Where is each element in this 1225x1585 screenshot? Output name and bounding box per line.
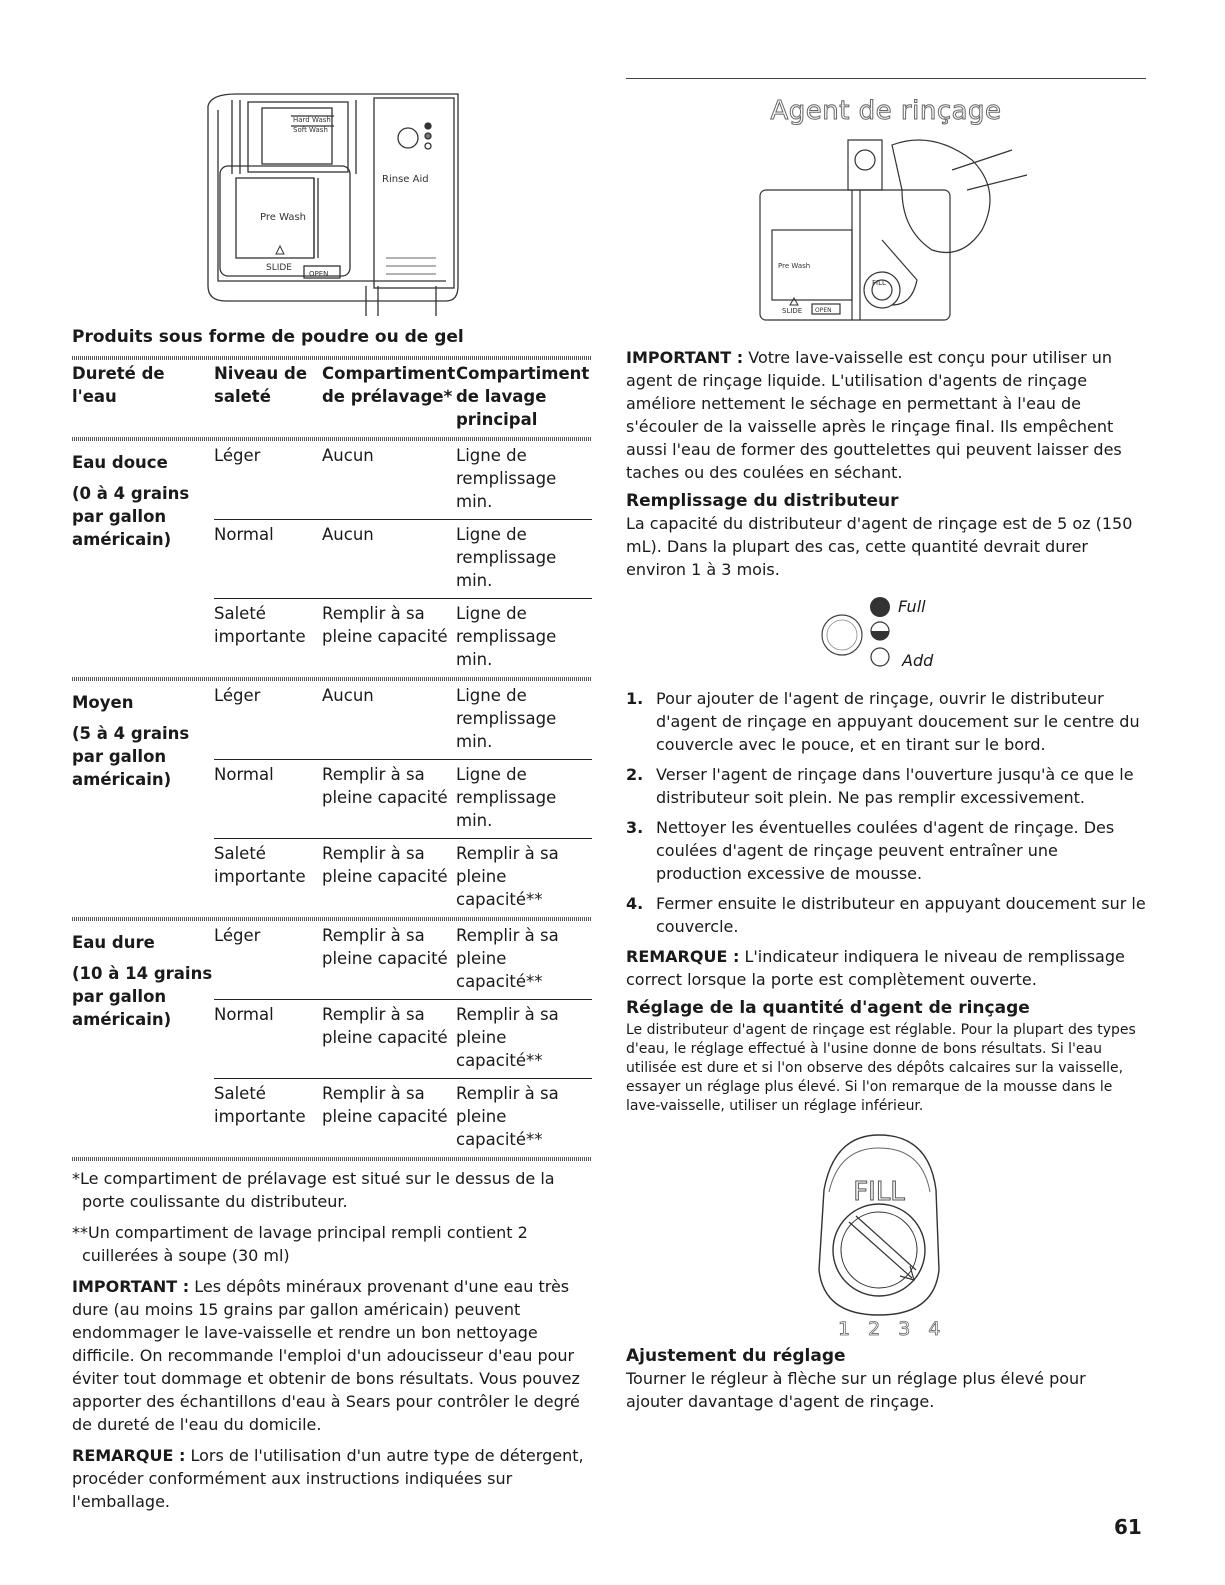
important-label: IMPORTANT : — [626, 348, 744, 367]
pre-wash-label: Pre Wash — [778, 262, 811, 270]
cell-level: Léger — [214, 441, 322, 520]
important-text: Les dépôts minéraux provenant d'une eau très dure (au moins 15 grains par gallon américain) peuvent endommager le lave-vaisselle et rendre un bon nettoyage difficile. On recommande l'emploi d'un adoucisseur d'eau pour éviter tout dommage et obtenir de bons résultats. Vous pouvez apporter des échantillons d'eau à Sears pour contrôler le degré de dureté de l'eau du domicile. — [72, 1277, 580, 1434]
cell-main: Remplir à sa pleine capacité** — [456, 844, 559, 909]
slide-label: SLIDE — [782, 307, 803, 315]
step-number: 2. — [626, 765, 644, 784]
important-paragraph — [626, 346, 1146, 484]
open-label: OPEN — [309, 270, 329, 278]
list-item — [626, 687, 1146, 756]
cell-pre: Remplir à sa pleine capacité — [322, 760, 456, 839]
dial-number: 2 — [868, 1318, 899, 1340]
indicator-add-label: Add — [902, 651, 934, 670]
table-header-row — [72, 360, 592, 437]
cell-level: Normal — [214, 520, 322, 599]
cell-level: Léger — [214, 681, 322, 760]
table-group-medium — [72, 681, 592, 917]
dispenser-illustration — [196, 86, 466, 320]
cell-main: Remplir à sa pleine capacité** — [456, 1084, 559, 1149]
dial-graphic — [804, 1130, 954, 1330]
cell-pre: Remplir à sa pleine capacité — [322, 844, 448, 886]
important-label: IMPORTANT : — [72, 1277, 190, 1296]
step-number: 3. — [626, 818, 644, 837]
group-range: (10 à 14 grains par gallon américain) — [72, 964, 213, 1029]
footnote-mainwash: **Un compartiment de lavage principal rempli contient 2 cuillerées à soupe (30 ml) — [72, 1223, 528, 1265]
rinse-aid-fill-illustration — [752, 130, 1042, 334]
group-range: (0 à 4 grains par gallon américain) — [72, 484, 190, 549]
cell-main: Remplir à sa pleine capacité** — [456, 921, 592, 1000]
dial-number: 4 — [928, 1318, 959, 1340]
important-text: Votre lave-vaisselle est conçu pour utiliser un agent de rinçage liquide. L'utilisation d'agents de rinçage améliore nettement le séchage en permettant à l'eau de s'écouler de la vaisselle après le rinçage final. Ils empêchent aussi l'eau de former des gouttelettes qui peuvent laisser des taches ou des coulées en séchant. — [626, 348, 1122, 482]
cell-pre: Remplir à sa pleine capacité — [322, 921, 456, 1000]
cell-main: Ligne de remplissage min. — [456, 441, 592, 520]
remarque-label: REMARQUE : — [72, 1446, 186, 1465]
top-rule — [626, 78, 1146, 79]
fill-indicator — [626, 591, 1146, 683]
dial-number: 3 — [898, 1318, 929, 1340]
fill-label: FILL — [872, 279, 886, 287]
cell-level: Saleté importante — [214, 1084, 306, 1126]
ajust-text: Tourner le régleur à flèche sur un réglage plus élevé pour ajouter davantage d'agent de rinçage. — [626, 1369, 1086, 1411]
step-text: Nettoyer les éventuelles coulées d'agent de rinçage. Des coulées d'agent de rinçage peuvent entraîner une production excessive de mousse. — [656, 818, 1115, 883]
header-hardness: Dureté de l'eau — [72, 364, 165, 406]
indicator-graphic — [820, 595, 890, 669]
cell-pre: Aucun — [322, 441, 456, 520]
pre-wash-label: Pre Wash — [260, 212, 307, 223]
list-item — [626, 763, 1146, 809]
group-name: Eau douce — [72, 453, 168, 472]
cell-pre: Aucun — [322, 520, 456, 599]
open-label: OPEN — [815, 307, 832, 314]
cell-pre: Aucun — [322, 681, 456, 760]
cell-main: Ligne de remplissage min. — [456, 760, 592, 839]
table-row — [72, 681, 592, 760]
cell-main: Ligne de remplissage min. — [456, 681, 592, 760]
section-title: Agent de rinçage — [770, 96, 1002, 126]
fill-heading: Remplissage du distributeur — [626, 491, 899, 511]
hard-wash-label: Hard Wash — [293, 116, 331, 124]
remarque-label: REMARQUE : — [626, 947, 740, 966]
cell-main: Ligne de remplissage min. — [456, 604, 557, 669]
soft-wash-label: Soft Wash — [293, 126, 328, 134]
table-row — [72, 921, 592, 1000]
remarque-paragraph — [72, 1444, 592, 1513]
indicator-full-label: Full — [898, 597, 926, 616]
group-name: Eau dure — [72, 933, 155, 952]
cell-level: Normal — [214, 1000, 322, 1079]
ajust-heading: Ajustement du réglage — [626, 1346, 846, 1366]
step-number: 1. — [626, 689, 644, 708]
table-group-hard — [72, 921, 592, 1157]
remarque-text: Lors de l'utilisation d'un autre type de détergent, procéder conformément aux instructions indiquées sur l'emballage. — [72, 1446, 584, 1511]
cell-level: Saleté importante — [214, 844, 306, 886]
cell-main: Remplir à sa pleine capacité** — [456, 1000, 592, 1079]
fill-steps — [626, 687, 1146, 938]
dial-number: 1 — [838, 1318, 869, 1340]
step-text: Fermer ensuite le distributeur en appuyant doucement sur le couvercle. — [656, 894, 1146, 936]
cell-main: Ligne de remplissage min. — [456, 520, 592, 599]
cell-pre: Remplir à sa pleine capacité — [322, 1000, 456, 1079]
slide-label: SLIDE — [266, 263, 292, 273]
table-divider — [72, 1157, 592, 1161]
header-prewash: Compartiment de prélavage* — [322, 364, 456, 406]
remarque-paragraph — [626, 945, 1146, 991]
detergent-table-section — [72, 326, 592, 1513]
footnote-prewash: *Le compartiment de prélavage est situé sur le dessus de la porte coulissante du distributeur. — [72, 1169, 555, 1211]
adjust-heading: Réglage de la quantité d'agent de rinçage — [626, 998, 1030, 1018]
dial-illustration — [626, 1130, 1146, 1345]
page-number: 61 — [1114, 1515, 1142, 1539]
table-group-soft — [72, 441, 592, 677]
table-title: Produits sous forme de poudre ou de gel — [72, 327, 464, 347]
header-mainwash: Compartiment de lavage principal — [456, 364, 590, 429]
list-item — [626, 892, 1146, 938]
adjust-text: Le distributeur d'agent de rinçage est réglable. Pour la plupart des types d'eau, le réglage effectué à l'usine donne de bons résultats. Si l'eau utilisée est dure et si l'on observe des dépôts calcaires sur la vaisselle, essayer un réglage plus élevé. Si l'on remarque de la mousse dans le lave-vaisselle, utiliser un réglage inférieur. — [626, 1022, 1136, 1114]
dial-fill-label: FILL — [853, 1177, 905, 1207]
remarque-text: L'indicateur indiquera le niveau de remplissage correct lorsque la porte est complètement ouverte. — [626, 947, 1125, 989]
dial-numbers — [838, 1318, 958, 1340]
rinse-aid-section — [626, 346, 1146, 1413]
step-text: Verser l'agent de rinçage dans l'ouverture jusqu'à ce que le distributeur soit plein. Ne pas remplir excessivement. — [656, 765, 1134, 807]
step-number: 4. — [626, 894, 644, 913]
cell-level: Normal — [214, 760, 322, 839]
important-paragraph — [72, 1275, 592, 1436]
fill-text: La capacité du distributeur d'agent de rinçage est de 5 oz (150 mL). Dans la plupart des cas, cette quantité devrait durer environ 1 à 3 mois. — [626, 514, 1133, 579]
group-name: Moyen — [72, 693, 134, 712]
cell-level: Saleté importante — [214, 604, 306, 646]
rinse-aid-label: Rinse Aid — [382, 174, 429, 185]
step-text: Pour ajouter de l'agent de rinçage, ouvrir le distributeur d'agent de rinçage en appuyant doucement sur le centre du couvercle avec le pouce, et en tirant sur le bord. — [656, 689, 1140, 754]
cell-pre: Remplir à sa pleine capacité — [322, 1084, 448, 1126]
group-range: (5 à 4 grains par gallon américain) — [72, 724, 190, 789]
table-row — [72, 441, 592, 520]
list-item — [626, 816, 1146, 885]
header-soil: Niveau de saleté — [214, 364, 308, 406]
cell-pre: Remplir à sa pleine capacité — [322, 604, 448, 646]
detergent-table — [72, 360, 592, 437]
cell-level: Léger — [214, 921, 322, 1000]
